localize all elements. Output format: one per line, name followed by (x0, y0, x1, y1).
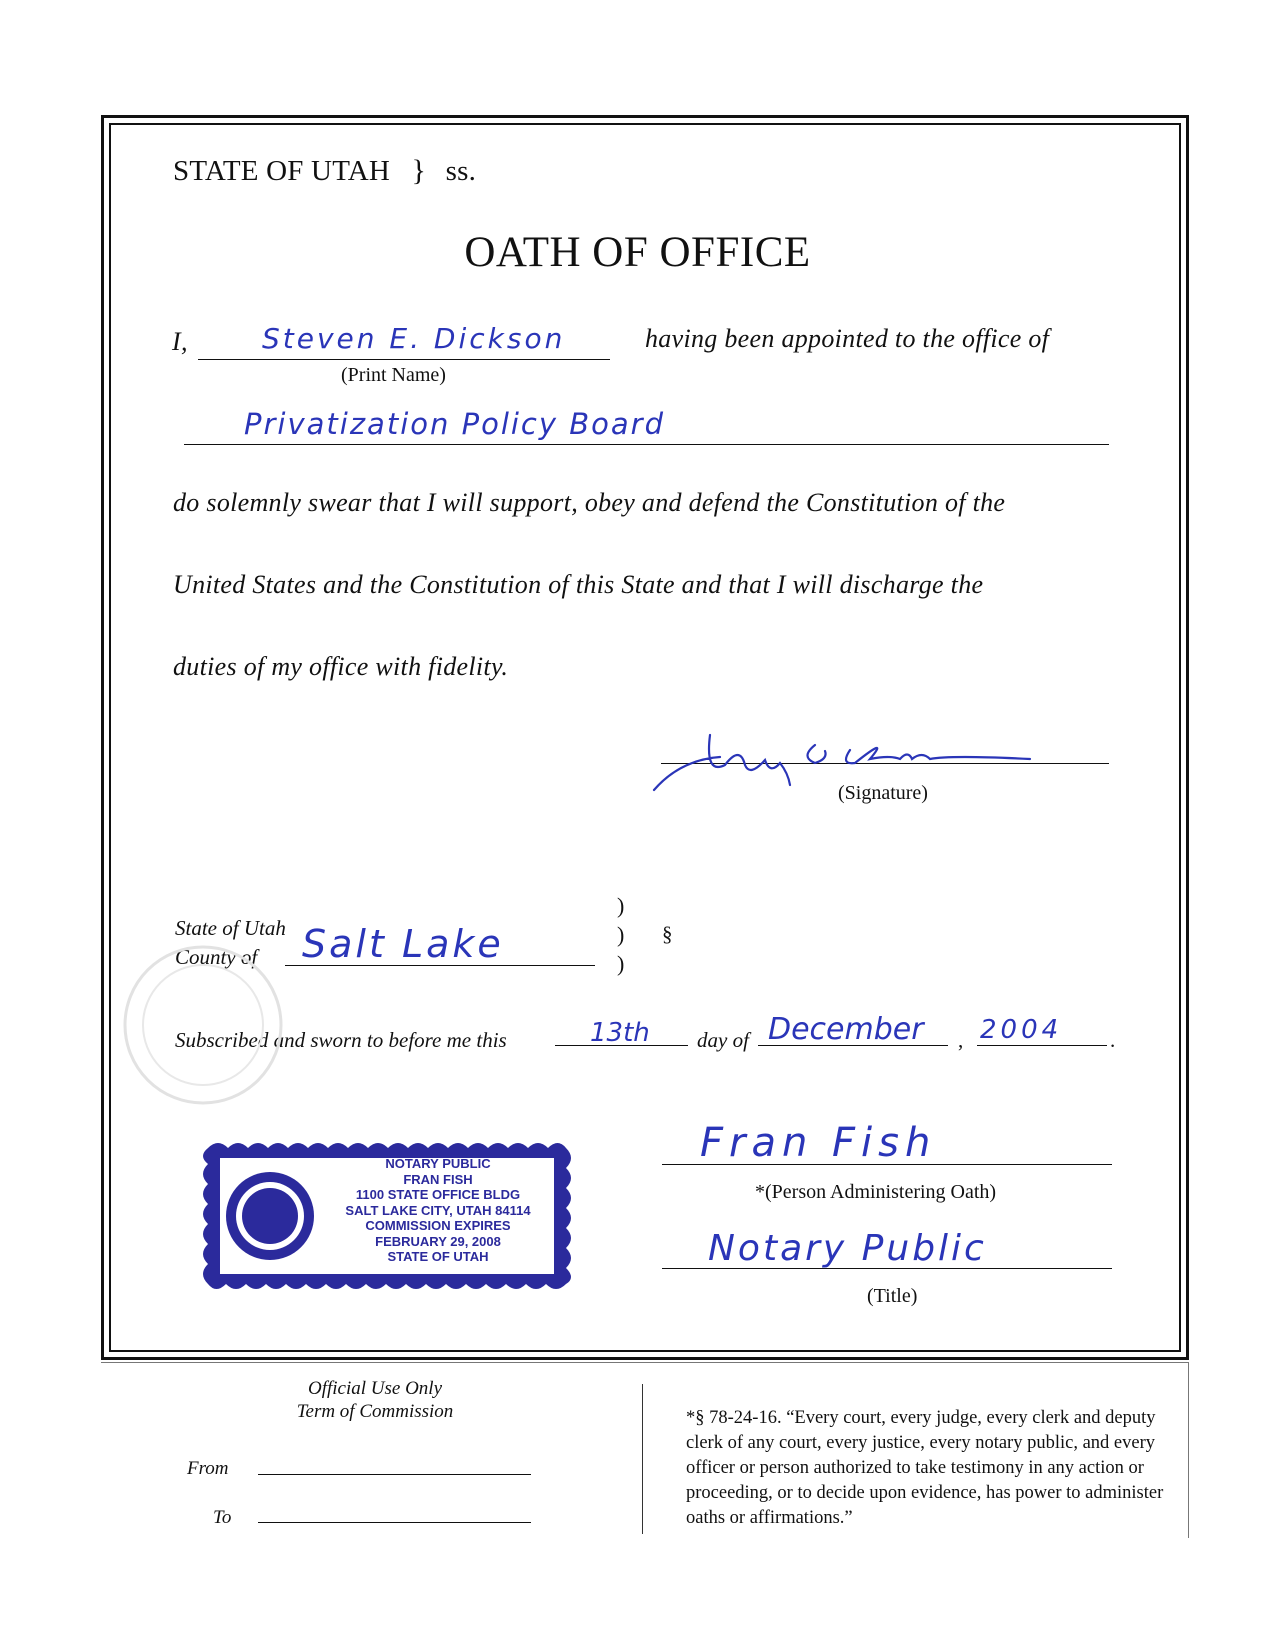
stamp-line-6: FEBRUARY 29, 2008 (375, 1233, 501, 1249)
oath-prefix: I, (172, 327, 188, 356)
day-handwritten: 13th (590, 1018, 650, 1048)
section-symbol: § (662, 922, 673, 946)
stamp-line-5: COMMISSION EXPIRES (365, 1218, 511, 1233)
appointed-text: having been appointed to the office of (645, 324, 1050, 353)
oath-body-line-3: duties of my office with fidelity. (173, 652, 509, 681)
title-handwritten: Notary Public (708, 1228, 987, 1269)
stamp-line-1: NOTARY PUBLIC (385, 1156, 491, 1171)
paren-2: ) (617, 922, 625, 947)
period: . (1110, 1028, 1116, 1052)
stamp-line-2: FRAN FISH (403, 1171, 473, 1187)
paren-3: ) (617, 951, 625, 976)
oath-body-line-2: United States and the Constitution of this State and that I will discharge the (173, 570, 984, 599)
footer-divider-line (101, 1362, 1189, 1363)
footer-right-edge (1188, 1362, 1189, 1538)
official-use-label: Official Use Only (307, 1378, 443, 1399)
year-handwritten: 2004 (980, 1015, 1063, 1045)
from-label: From (187, 1458, 229, 1479)
administering-caption: *(Person Administering Oath) (755, 1181, 997, 1203)
county-handwritten: Salt Lake (302, 922, 504, 966)
term-of-commission-label: Term of Commission (296, 1401, 454, 1422)
title-caption: (Title) (867, 1285, 918, 1307)
statute-text: *§ 78-24-16. “Every court, every judge, every clerk and deputy clerk of any court, every justice, every notary public, and every officer or person authorized to take testimony in any action or proceeding, or to decide upon evidence, has power to administer oaths or affirmations.” (686, 1408, 1164, 1528)
paren-1: ) (617, 893, 625, 918)
brace-symbol: } (411, 154, 427, 187)
day-of-text: day of (697, 1028, 749, 1052)
to-label: To (213, 1507, 232, 1528)
stamp-line-4: SALT LAKE CITY, UTAH 84114 (345, 1202, 531, 1218)
print-name-caption: (Print Name) (341, 364, 446, 386)
name-handwritten: Steven E. Dickson (262, 322, 566, 355)
notary-state-label: State of Utah (175, 916, 286, 940)
footer-vertical-divider (642, 1384, 643, 1534)
office-line (184, 444, 1109, 445)
month-handwritten: December (768, 1012, 924, 1047)
signature-caption: (Signature) (838, 782, 928, 804)
name-line (198, 359, 610, 360)
office-handwritten: Privatization Policy Board (244, 407, 665, 441)
state-header (173, 154, 476, 188)
administering-signature: Fran Fish (700, 1120, 937, 1166)
subscribed-text: Subscribed and sworn to before me this (175, 1028, 507, 1052)
from-field[interactable] (258, 1474, 531, 1475)
comma: , (958, 1028, 964, 1052)
oath-body-line-1: do solemnly swear that I will support, obey and defend the Constitution of the (173, 488, 1006, 517)
state-label: STATE OF UTAH (173, 155, 391, 187)
to-field[interactable] (258, 1522, 531, 1523)
year-line (977, 1045, 1107, 1046)
embossed-seal-image (108, 940, 288, 1110)
notary-county-label: County of (175, 945, 258, 969)
stamp-line-3: 1100 STATE OFFICE BLDG (355, 1187, 521, 1202)
notary-stamp (198, 1138, 576, 1294)
page-title: OATH OF OFFICE (464, 229, 811, 276)
ss-label: ss. (445, 155, 477, 187)
stamp-line-7: STATE OF UTAH (387, 1249, 489, 1264)
